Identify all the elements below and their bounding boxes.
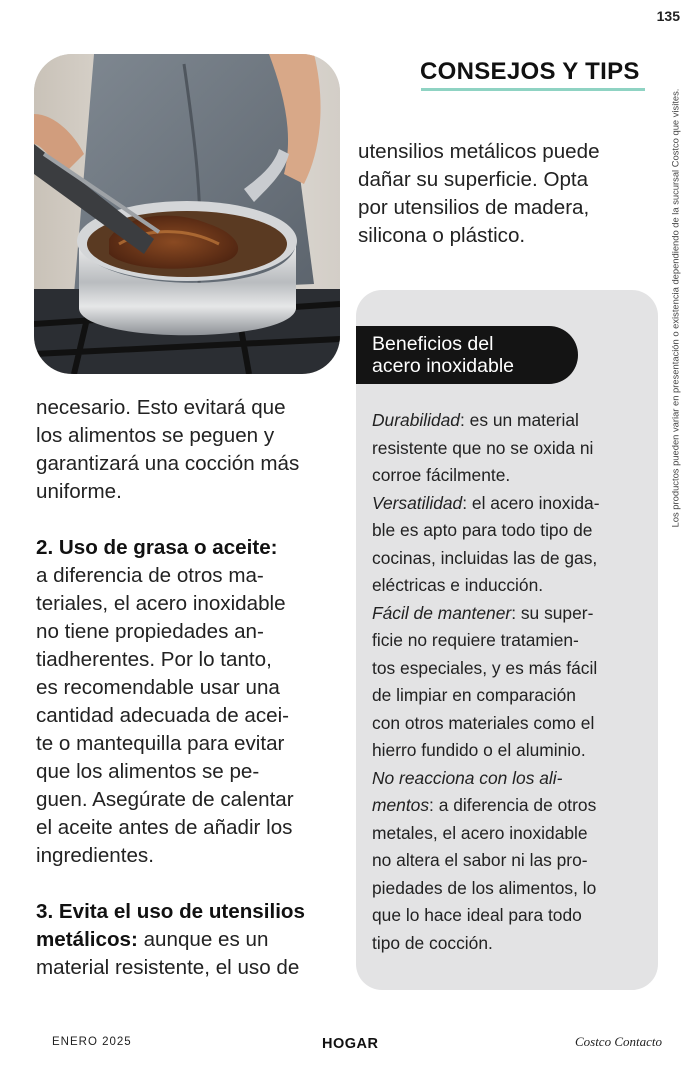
cooking-photo bbox=[34, 54, 340, 374]
benefit-text: : el acero inoxida- ble es apto para todo tipo de cocinas, incluidas las de gas, eléctricas e inducción. bbox=[372, 492, 600, 595]
footer-date: ENERO 2025 bbox=[52, 1036, 132, 1048]
heading-metal-utensils: 3. Evita el uso de utensilios metálicos: bbox=[36, 900, 305, 951]
benefit-term: Durabilidad bbox=[372, 410, 460, 430]
benefit-text: : su super- ficie no requiere tratamien- tos especiales, y es más fácil de limpiar en comparación con otros materiales como el hierro fundido o el aluminio. bbox=[372, 602, 598, 760]
title-underline bbox=[421, 88, 645, 91]
benefit-term: Versatilidad bbox=[372, 492, 463, 513]
paragraph-fat-oil bbox=[36, 534, 346, 870]
benefit-text: : a diferencia de otros metales, el acero inoxidable no altera el sabor ni las pro- piedades de los alimentos, lo que lo hace ideal para todo tipo de cocción. bbox=[372, 795, 597, 953]
benefit-term: Fácil de mantener bbox=[372, 602, 512, 623]
side-disclaimer bbox=[668, 48, 682, 568]
benefit-text: : es un material resistente que no se oxida ni corroe fácilmente. bbox=[372, 410, 594, 485]
paragraph-metal-utensils bbox=[36, 898, 346, 982]
footer-brand: Costco Contacto bbox=[574, 1034, 662, 1049]
benefits-list bbox=[372, 407, 648, 957]
saute-pan-with-steak-photo bbox=[34, 54, 340, 374]
benefits-heading: Beneficios del acero inoxidable bbox=[356, 326, 578, 384]
section-title: CONSEJOS Y TIPS bbox=[420, 58, 640, 85]
body-metal-utensils: aunque es un material resistente, el uso de bbox=[36, 928, 300, 979]
heading-fat-oil: 2. Uso de grasa o aceite: bbox=[36, 536, 278, 559]
benefit-term: No reacciona con los ali- mentos bbox=[372, 767, 563, 815]
left-column bbox=[36, 394, 346, 982]
body-fat-oil: a diferencia de otros ma- teriales, el acero inoxidable no tiene propiedades an- tiadherentes. Por lo tanto, es recomendable usar una cantidad adecuada de acei- te o mantequilla para evitar que los alimentos se pe- guen. Asegúrate de calentar el aceite antes de añadir los ingredientes. bbox=[36, 564, 294, 867]
right-column-continuation: utensilios metálicos puede dañar su superficie. Opta por utensilios de madera, silicona o plástico. bbox=[358, 140, 600, 247]
footer-section: HOGAR bbox=[322, 1036, 379, 1052]
page-number: 135 bbox=[656, 8, 680, 24]
paragraph-intro: necesario. Esto evitará que los alimentos se peguen y garantizará una cocción más uniforme. bbox=[36, 396, 300, 503]
side-disclaimer-text: Los productos pueden variar en presentación o existencia dependiendo de la sucursal Costco que visites. bbox=[669, 88, 681, 528]
